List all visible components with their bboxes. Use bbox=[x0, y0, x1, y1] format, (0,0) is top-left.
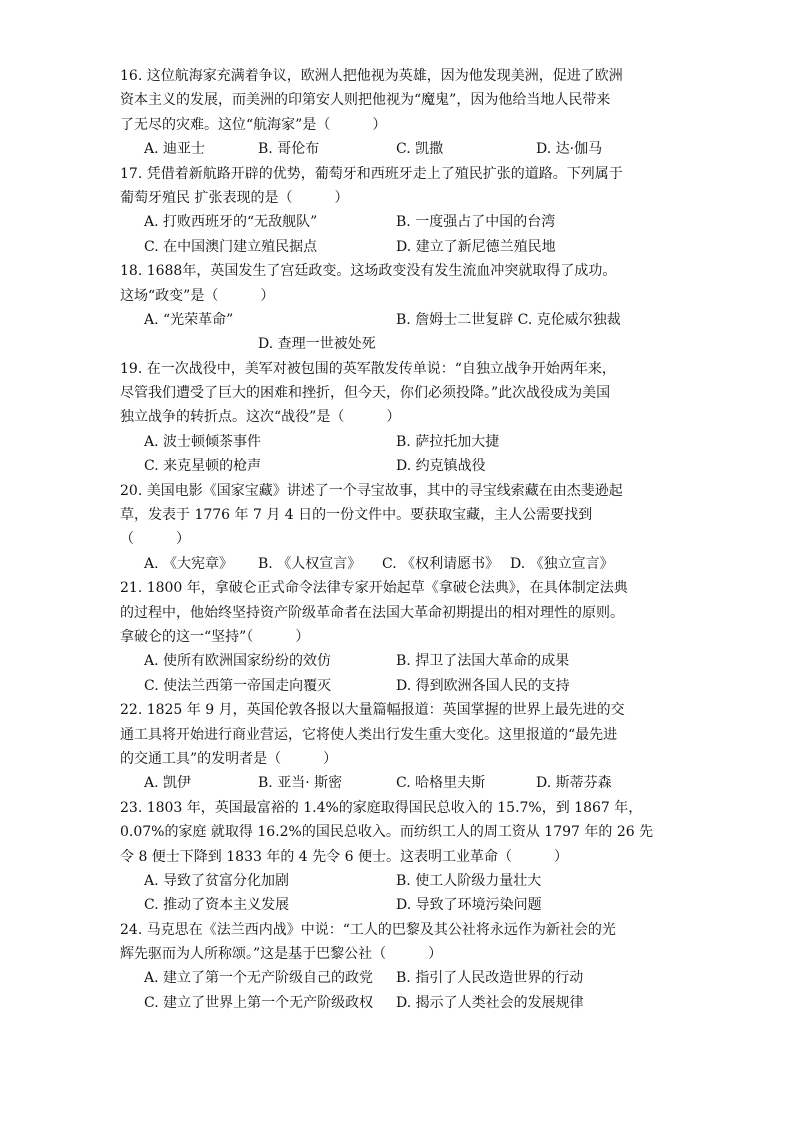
option-c[interactable]: C. 推动了资本主义发展 bbox=[144, 897, 290, 914]
option-a[interactable]: A. 打败西班牙的“无敌舰队” bbox=[144, 214, 318, 231]
option-d[interactable]: D. 《独立宣言》 bbox=[510, 555, 614, 572]
option-d[interactable]: D. 导致了环境污染问题 bbox=[396, 897, 542, 914]
question-text-line: 0.07%的家庭 就取得 16.2%的国民总收入。而纺织工人的周工资从 1797 年的 26 先 bbox=[120, 824, 654, 841]
question-text-line: 了无尽的灾难。这位“航海家”是（ ） bbox=[120, 116, 387, 133]
question-text-line: 令 8 便士下降到 1833 年的 4 先令 6 便士。这表明工业革命（ ） bbox=[120, 848, 568, 865]
question-21 bbox=[120, 576, 680, 698]
question-text-line: 的交通工具”的发明者是（ ） bbox=[120, 750, 338, 767]
question-text-line: 资本主义的发展，而美洲的印第安人则把他视为“魔鬼”，因为他给当地人民带来 bbox=[120, 92, 611, 109]
options-row bbox=[120, 308, 680, 332]
question-23 bbox=[120, 796, 680, 918]
option-d[interactable]: D. 约克镇战役 bbox=[396, 458, 486, 475]
option-a[interactable]: A. 导致了贫富分化加剧 bbox=[144, 872, 290, 889]
option-a[interactable]: A. 使所有欧洲国家纷纷的效仿 bbox=[144, 653, 332, 670]
options-row bbox=[120, 674, 680, 698]
question-24 bbox=[120, 918, 680, 1016]
options-row bbox=[120, 893, 680, 917]
option-c[interactable]: C. 凯撒 bbox=[396, 141, 444, 158]
option-c[interactable]: C. 在中国澳门建立殖民据点 bbox=[144, 238, 318, 255]
option-c[interactable]: C. 来克星顿的枪声 bbox=[144, 458, 262, 475]
options-row bbox=[120, 210, 680, 234]
options-row bbox=[120, 430, 680, 454]
option-b[interactable]: B. 使工人阶级力量壮大 bbox=[396, 872, 542, 889]
option-d[interactable]: D. 斯蒂芬森 bbox=[536, 775, 612, 792]
question-text-line: 拿破仑的这一“坚持”（ ） bbox=[120, 628, 310, 645]
option-b[interactable]: B. 萨拉托加大捷 bbox=[396, 433, 500, 450]
option-c[interactable]: C. 建立了世界上第一个无产阶级政权 bbox=[144, 994, 374, 1011]
question-text-line: 21. 1800 年，拿破仑正式命令法律专家开始起草《拿破仑法典》，在具体制定法典 bbox=[120, 580, 628, 597]
question-text-line: 辉先驱而为人所称颂。”这是基于巴黎公社（ ） bbox=[120, 946, 443, 963]
options-row bbox=[120, 966, 680, 990]
options-row bbox=[120, 552, 680, 576]
question-text-line: 24. 马克思在《法兰西内战》中说：“工人的巴黎及其公社将永远作为新社会的光 bbox=[120, 921, 616, 938]
question-text-line: 16. 这位航海家充满着争议，欧洲人把他视为英雄，因为他发现美洲，促进了欧洲 bbox=[120, 68, 623, 84]
question-text-line: 的过程中，他始终坚持资产阶级革命者在法国大革命初期提出的相对理性的原则。 bbox=[120, 604, 624, 621]
options-row bbox=[120, 649, 680, 673]
question-17 bbox=[120, 162, 680, 260]
question-text-line: （ ） bbox=[120, 531, 190, 548]
question-18 bbox=[120, 259, 680, 357]
option-d[interactable]: D. 达·伽马 bbox=[536, 141, 603, 158]
question-text-line: 20. 美国电影《国家宝藏》讲述了一个寻宝故事，其中的寻宝线索藏在由杰斐逊起 bbox=[120, 482, 623, 499]
question-text-line: 尽管我们遭受了巨大的困难和挫折，但今天，你们必须投降。”此次战役成为美国 bbox=[120, 385, 611, 402]
question-22 bbox=[120, 698, 680, 796]
option-d[interactable]: D. 揭示了人类社会的发展规律 bbox=[396, 994, 584, 1011]
question-text-line: 19. 在一次战役中，美军对被包围的英军散发传单说：“自独立战争开始两年来， bbox=[120, 360, 616, 377]
question-19 bbox=[120, 357, 680, 479]
question-20 bbox=[120, 479, 680, 577]
question-text-line: 这场“政变”是（ ） bbox=[120, 287, 275, 304]
option-d[interactable]: D. 得到欧洲各国人民的支持 bbox=[396, 677, 570, 694]
question-text-line: 通工具将开始进行商业营运，它将使人类出行发生重大变化。这里报道的“最先进 bbox=[120, 726, 618, 743]
question-list bbox=[120, 64, 680, 1015]
option-b[interactable]: B. 指引了人民改造世界的行动 bbox=[396, 970, 584, 987]
option-b[interactable]: B. 捍卫了法国大革命的成果 bbox=[396, 653, 570, 670]
options-row bbox=[120, 869, 680, 893]
options-row bbox=[120, 235, 680, 259]
question-text-line: 草，发表于 1776 年 7 月 4 日的一份文件中。要获取宝藏，主人公需要找到 bbox=[120, 507, 593, 524]
option-a[interactable]: A. 建立了第一个无产阶级自己的政党 bbox=[144, 970, 374, 987]
question-text-line: 18. 1688年，英国发生了宫廷政变。这场政变没有发生流血冲突就取得了成功。 bbox=[120, 263, 617, 280]
option-d[interactable]: D. 查理一世被处死 bbox=[258, 336, 376, 353]
options-row bbox=[120, 991, 680, 1015]
options-row bbox=[120, 454, 680, 478]
question-16 bbox=[120, 64, 680, 162]
option-a[interactable]: A. 凯伊 bbox=[144, 775, 192, 792]
option-b-c[interactable]: B. 詹姆士二世复辟 C. 克伦威尔独裁 bbox=[396, 311, 621, 328]
option-a[interactable]: A. 《大宪章》 bbox=[144, 555, 234, 572]
options-row bbox=[120, 332, 680, 356]
question-text-line: 葡萄牙殖民 扩张表现的是（ ） bbox=[120, 189, 349, 206]
option-b[interactable]: B. 亚当· 斯密 bbox=[258, 775, 343, 792]
options-row bbox=[120, 137, 680, 161]
option-a[interactable]: A. 波士顿倾茶事件 bbox=[144, 433, 262, 450]
question-text-line: 独立战争的转折点。这次“战役”是（ ） bbox=[120, 409, 401, 426]
option-c[interactable]: C. 使法兰西第一帝国走向覆灭 bbox=[144, 677, 332, 694]
option-c[interactable]: C. 《权利请愿书》 bbox=[382, 555, 500, 572]
option-b[interactable]: B. 《人权宣言》 bbox=[258, 555, 362, 572]
options-row bbox=[120, 771, 680, 795]
option-b[interactable]: B. 一度强占了中国的台湾 bbox=[396, 214, 556, 231]
option-d[interactable]: D. 建立了新尼德兰殖民地 bbox=[396, 238, 556, 255]
option-b[interactable]: B. 哥伦布 bbox=[258, 141, 320, 158]
question-text-line: 23. 1803 年，英国最富裕的 1.4%的家庭取得国民总收入的 15.7%，到 1867 年， bbox=[120, 799, 643, 816]
question-text-line: 22. 1825 年 9 月，英国伦敦各报以大量篇幅报道：英国掌握的世界上最先进的交 bbox=[120, 702, 625, 719]
option-a[interactable]: A. “光荣革命” bbox=[144, 311, 234, 328]
option-c[interactable]: C. 哈格里夫斯 bbox=[396, 775, 486, 792]
question-text-line: 17. 凭借着新航路开辟的优势，葡萄牙和西班牙走上了殖民扩张的道路。下列属于 bbox=[120, 165, 623, 182]
option-a[interactable]: A. 迪亚士 bbox=[144, 141, 206, 158]
